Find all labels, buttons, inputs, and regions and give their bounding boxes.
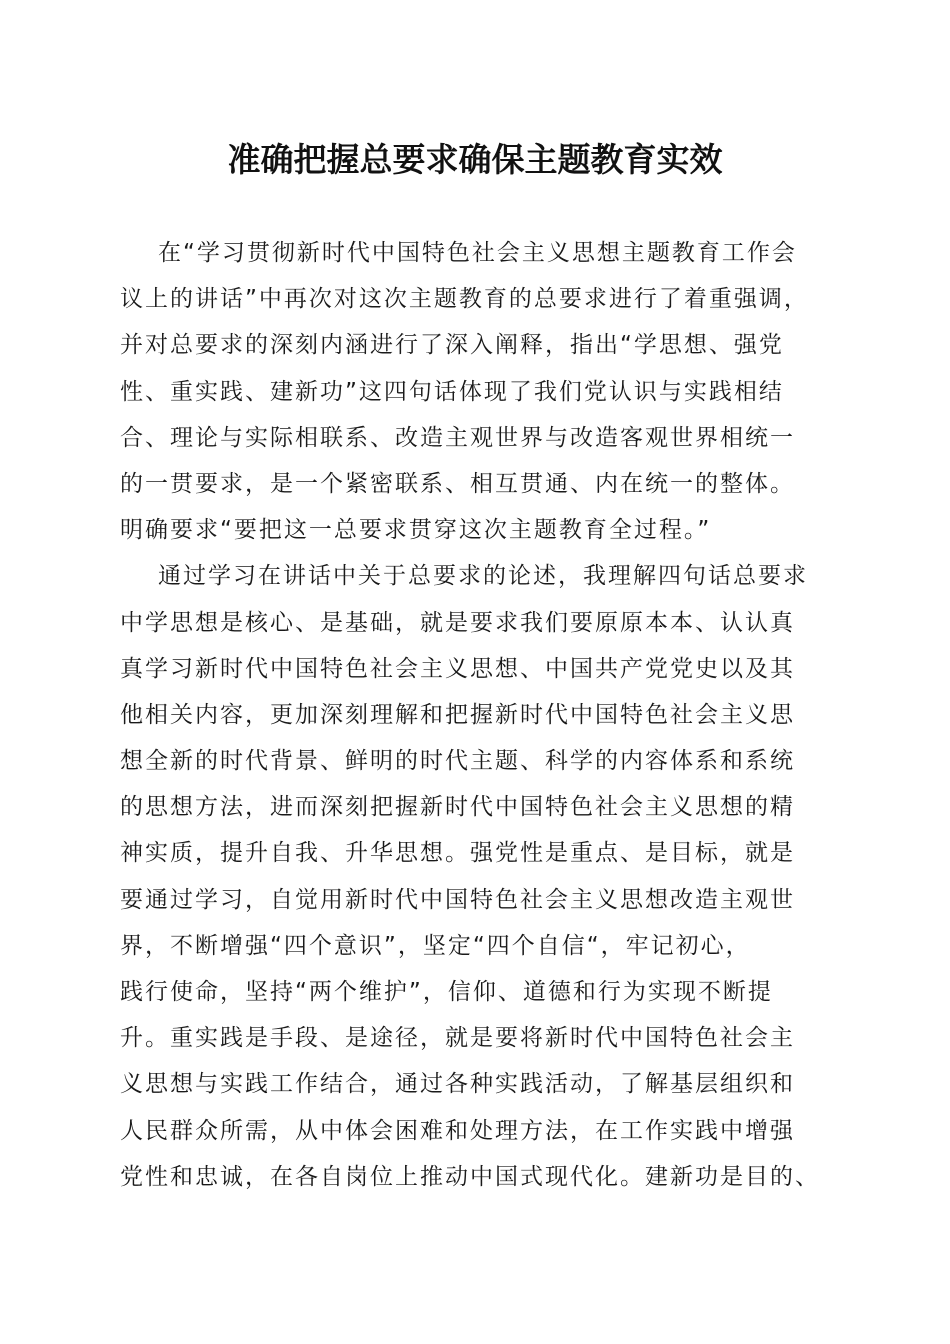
text-line: 中学思想是核心、是基础，就是要求我们要原原本本、认认真 xyxy=(120,609,795,636)
text-line: 神实质，提升自我、升华思想。强党性是重点、是目标，就是 xyxy=(120,840,795,867)
text-line: 的思想方法，进而深刻把握新时代中国特色社会主义思想的精 xyxy=(120,794,795,821)
text-line: 要通过学习，自觉用新时代中国特色社会主义思想改造主观世 xyxy=(120,886,795,913)
document-body xyxy=(120,230,832,1200)
text-line: 并对总要求的深刻内涵进行了深入阐释，指出“学思想、强党 xyxy=(120,332,784,359)
text-line: 在“学习贯彻新时代中国特色社会主义思想主题教育工作会 xyxy=(158,240,797,266)
text-line: 他相关内容，更加深刻理解和把握新时代中国特色社会主义思 xyxy=(120,701,795,728)
text-line: 界，不断增强“四个意识”，坚定“四个自信“，牢记初心， xyxy=(120,932,751,959)
text-line: 明确要求“要把这一总要求贯穿这次主题教育全过程。” xyxy=(120,517,712,544)
text-line: 升。重实践是手段、是途径，就是要将新时代中国特色社会主 xyxy=(120,1025,795,1052)
text-line: 的一贯要求，是一个紧密联系、相互贯通、内在统一的整体。 xyxy=(120,470,795,497)
paragraph-1 xyxy=(120,230,832,553)
document-title: 准确把握总要求确保主题教育实效 xyxy=(227,140,723,179)
text-line: 合、理论与实际相联系、改造主观世界与改造客观世界相统一 xyxy=(120,424,795,451)
text-line: 通过学习在讲话中关于总要求的论述，我理解四句话总要求 xyxy=(158,563,808,590)
text-line: 议上的讲话”中再次对这次主题教育的总要求进行了着重强调， xyxy=(120,286,809,313)
text-line: 真学习新时代中国特色社会主义思想、中国共产党党史以及其 xyxy=(120,655,795,682)
text-line: 党性和忠诚，在各自岗位上推动中国式现代化。建新功是目的、 xyxy=(120,1163,820,1190)
text-line: 想全新的时代背景、鲜明的时代主题、科学的内容体系和系统 xyxy=(120,748,795,775)
text-line: 义思想与实践工作结合，通过各种实践活动，了解基层组织和 xyxy=(120,1071,795,1098)
paragraph-2 xyxy=(120,553,832,1200)
text-line: 践行使命，坚持“两个维护”，信仰、道德和行为实现不断提 xyxy=(120,979,773,1005)
text-line: 性、重实践、建新功”这四句话体现了我们党认识与实践相结 xyxy=(120,378,784,405)
text-line: 人民群众所需，从中体会困难和处理方法，在工作实践中增强 xyxy=(120,1117,795,1144)
